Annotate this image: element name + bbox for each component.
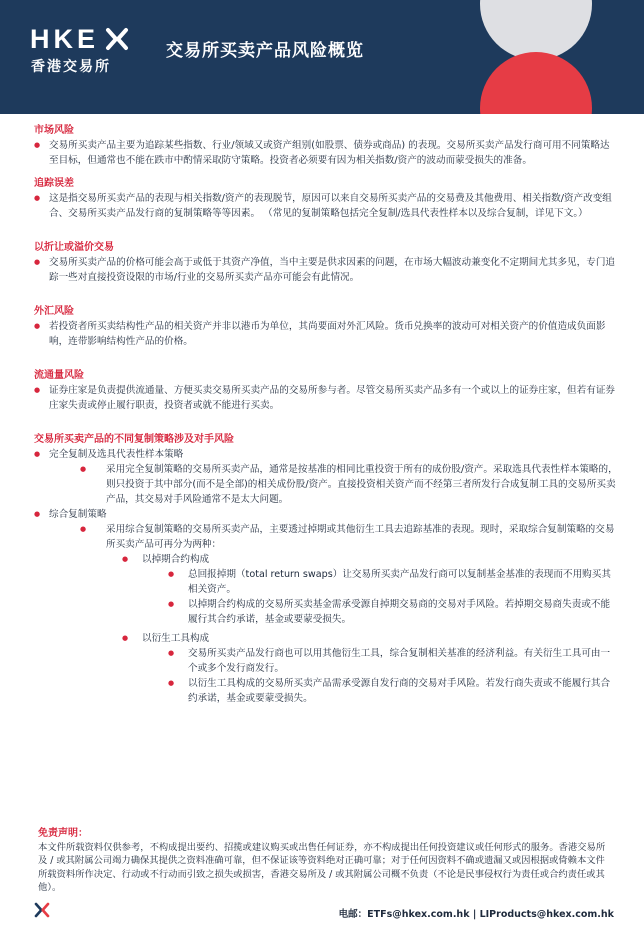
bullet-item: ● 若投资者所买卖结构性产品的相关资产并非以港币为单位，其尚要面对外汇风险。货币兑换率的波动可对相关资产的价值造成负面影响，连带影响结构性产品的价格。 xyxy=(34,319,618,349)
decorative-grey-circle xyxy=(480,0,592,60)
synthetic-replication-text: ● 采用综合复制策略的交易所买卖产品，主要透过掉期或其他衍生工具去追踪基准的表现。现时，采取综合复制策略的交易所买卖产品可再分为两种： xyxy=(34,522,618,552)
page-title: 交易所买卖产品风险概览 xyxy=(166,41,364,61)
swap-item: ● 以掉期合约构成的交易所买卖基金需承受源自掉期交易商的交易对手风险。若掉期交易商失责或不能履行其合约承诺，基金或要蒙受损失。 xyxy=(34,597,618,627)
disclaimer xyxy=(38,827,610,895)
disclaimer-text: 本文件所载资料仅供参考，不构成提出要约、招揽或建议购买或出售任何证券，亦不构成提出任何投资建议或任何形式的服务。香港交易所及 / 或其附属公司竭力确保其提供之资料准确可靠，但不保证该等资料绝对正确可靠；对于任何因资料不确或遗漏又或因根据或倚赖本文件所载资料所作决定、行动或不行动而引致之损失或损害，香港交易所及 / 或其附属公司概不负责（不论是民事侵权行为责任或合约责任或其他）。 xyxy=(38,841,606,893)
hkex-logo-chinese: 香港交易所 xyxy=(31,59,111,75)
decorative-red-circle xyxy=(480,52,592,114)
section-title: 流通量风险 xyxy=(34,370,84,381)
section-liquidity-risk xyxy=(34,369,618,413)
section-tracking-error xyxy=(34,177,618,221)
hkex-logo-text: HKE xyxy=(30,24,100,54)
section-title: 以折让或溢价交易 xyxy=(34,242,114,253)
bullet-item: ● 交易所买卖产品主要为追踪某些指数、行业/领域又或资产组别(如股票、债券或商品) 的表现。交易所买卖产品发行商可用不同策略达至目标，但通常也不能在跌市中酌情采取防守策略。投资者必须要有因为相关指数/资产的波动而蒙受损失的准备。 xyxy=(34,138,618,168)
section-title: 追踪误差 xyxy=(34,178,74,189)
contact-emails[interactable]: 电邮：ETFs@hkex.com.hk | LIProducts@hkex.com.hk xyxy=(338,909,614,920)
bullet-item: ● 证券庄家是负责提供流通量、方便买卖交易所买卖产品的交易所参与者。尽管交易所买卖产品多有一个或以上的证券庄家，但若有证券庄家失责或停止履行职责，投资者或就不能进行买卖。 xyxy=(34,383,618,413)
synthetic-replication-title: ● 综合复制策略 xyxy=(34,507,618,522)
swap-item: ● 总回报掉期（total return swaps）让交易所买卖产品发行商可以复制基金基准的表现而不用购买其相关资产。 xyxy=(34,567,618,597)
full-replication-title: ● 完全复制及选具代表性样本策略 xyxy=(34,447,618,462)
derivative-item: ● 以衍生工具构成的交易所买卖产品需承受源自发行商的交易对手风险。若发行商失责或不能履行其合约承诺，基金或要蒙受损失。 xyxy=(34,676,618,706)
section-fx-risk xyxy=(34,305,618,349)
section-market-risk xyxy=(34,124,618,168)
hkex-x-logo-icon xyxy=(105,27,129,51)
hkex-x-footer-icon xyxy=(34,902,50,918)
section-title: 市场风险 xyxy=(34,125,74,136)
section-replication xyxy=(34,433,618,706)
page-header xyxy=(0,0,644,114)
section-discount-premium xyxy=(34,241,618,285)
bullet-item: ● 这是指交易所买卖产品的表现与相关指数/资产的表现脱节，原因可以来自交易所买卖产品的交易费及其他费用、相关指数/资产改变组合、交易所买卖产品发行商的复制策略等等因素。 （常见的复制策略包括完全复制/选具代表性样本以及综合复制，详见下文。） xyxy=(34,191,618,221)
section-title: 交易所买卖产品的不同复制策略涉及对手风险 xyxy=(34,434,234,445)
derivative-based-title: ● 以衍生工具构成 xyxy=(34,631,618,646)
section-title: 外汇风险 xyxy=(34,306,74,317)
disclaimer-title: 免责声明： xyxy=(38,828,88,839)
full-replication-text: ● 采用完全复制策略的交易所买卖产品，通常是按基准的相同比重投资于所有的成份股/资产。采取选具代表性样本策略的，则只投资于其中部分(而不是全部)的相关成份股/资产。直接投资相关资产而不经第三者所发行合成复制工具的交易所买卖产品，其交易对手风险通常不是太大问题。 xyxy=(34,462,618,507)
derivative-item: ● 交易所买卖产品发行商也可以用其他衍生工具，综合复制相关基准的经济利益。有关衍生工具可由一个或多个发行商发行。 xyxy=(34,646,618,676)
document-body xyxy=(34,124,618,715)
swap-based-title: ● 以掉期合约构成 xyxy=(34,552,618,567)
bullet-item: ● 交易所买卖产品的价格可能会高于或低于其资产净值，当中主要是供求因素的问题，在市场大幅波动兼变化不定期间尤其多见，专门追踪一些对直接投资设限的市场/行业的交易所买卖产品亦可能会有此情况。 xyxy=(34,255,618,285)
